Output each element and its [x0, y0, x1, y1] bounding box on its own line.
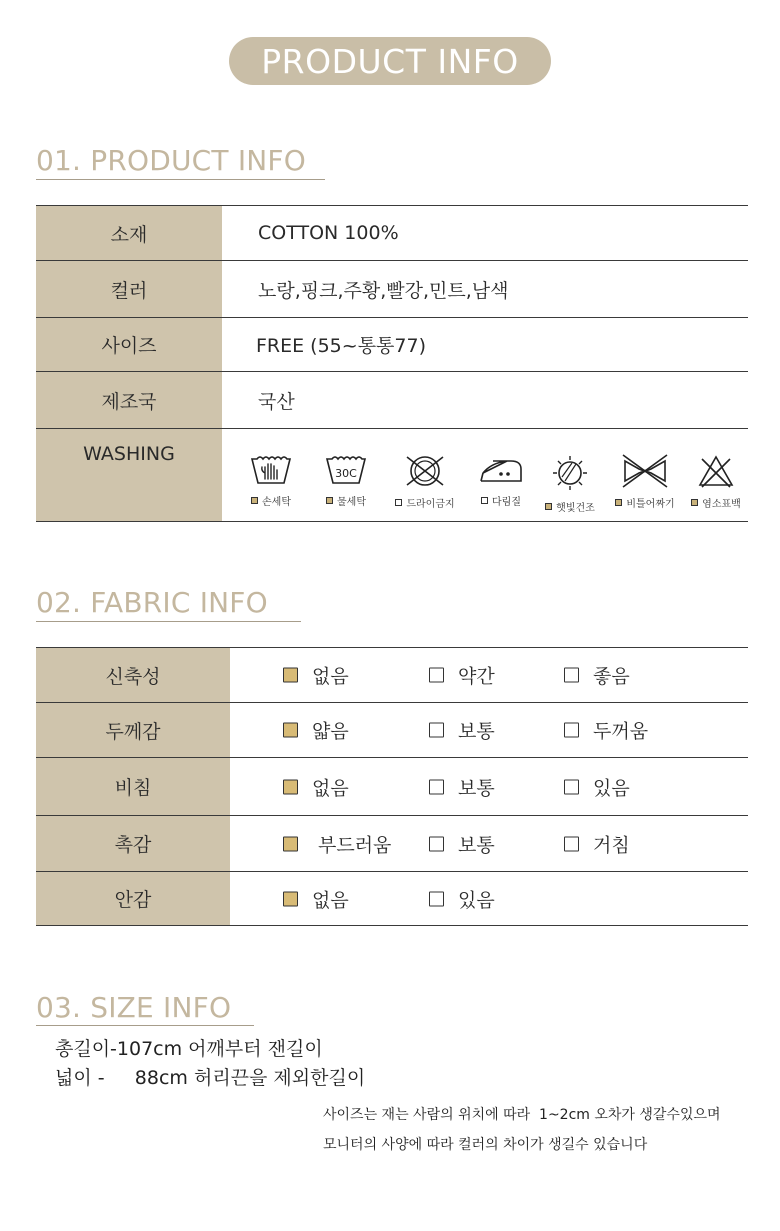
table-row-washing [36, 429, 748, 522]
checkbox-icon [429, 668, 444, 683]
options-cell [230, 703, 748, 758]
wash-item [232, 453, 310, 514]
wash-label: 물세탁 [326, 493, 366, 508]
hand-wash-icon [249, 453, 293, 487]
fabric-info-table [36, 647, 748, 926]
option-checkbox[interactable]: 없음 [283, 773, 349, 800]
row-label: 촉감 [36, 816, 230, 872]
no-dry-clean-icon [403, 453, 447, 489]
product-info-table [36, 205, 748, 522]
row-label: 두께감 [36, 703, 230, 758]
option-checkbox[interactable]: 얇음 [283, 717, 349, 744]
option-checkbox[interactable]: 좋음 [564, 662, 630, 689]
options-cell [230, 816, 748, 872]
options-cell [230, 648, 748, 703]
color-note: 모니터의 사양에 따라 컬러의 차이가 생길수 있습니다 [323, 1137, 648, 1153]
sun-dry-icon [548, 453, 592, 493]
checkbox-icon [283, 723, 298, 738]
wash-item [684, 453, 748, 514]
checkbox-icon [429, 779, 444, 794]
option-checkbox[interactable]: 약간 [429, 662, 495, 689]
table-row [36, 703, 748, 758]
no-wring-icon [619, 453, 671, 489]
option-checkbox[interactable]: 있음 [564, 773, 630, 800]
wash-label: 다림질 [481, 493, 521, 508]
table-row [36, 758, 748, 816]
options-cell [230, 872, 748, 926]
table-row [36, 816, 748, 872]
checkbox-icon [283, 891, 298, 906]
checkbox-icon [429, 723, 444, 738]
options-cell [230, 758, 748, 816]
table-row [36, 372, 748, 429]
checkbox-icon [615, 499, 622, 506]
option-checkbox[interactable]: 두꺼움 [564, 717, 648, 744]
row-label: 비침 [36, 758, 230, 816]
washing-icons-cell [222, 429, 748, 522]
row-label: 사이즈 [36, 318, 222, 372]
checkbox-icon [283, 668, 298, 683]
row-value: 국산 [222, 372, 748, 429]
option-checkbox[interactable]: 있음 [429, 885, 495, 912]
size-note: 사이즈는 재는 사람의 위치에 따라 1~2cm 오차가 생갈수있으며 [323, 1107, 721, 1123]
table-row [36, 318, 748, 372]
section-underline [36, 621, 301, 622]
checkbox-icon [429, 891, 444, 906]
checkbox-icon [564, 836, 579, 851]
option-checkbox[interactable]: 거침 [564, 830, 630, 857]
checkbox-icon [251, 497, 258, 504]
checkbox-icon [564, 723, 579, 738]
table-row [36, 872, 748, 926]
wash-label: 드라이금지 [395, 495, 454, 510]
row-label: 컬러 [36, 261, 222, 318]
row-label: WASHING [36, 429, 222, 522]
fabric-info-section-title: 02. FABRIC INFO [36, 586, 268, 619]
option-checkbox[interactable]: 부드러움 [283, 830, 391, 857]
table-row [36, 261, 748, 318]
row-label: 제조국 [36, 372, 222, 429]
checkbox-icon [395, 499, 402, 506]
row-label: 신축성 [36, 648, 230, 703]
size-length-line: 총길이-107cm 어깨부터 잰길이 [55, 1038, 323, 1060]
option-checkbox[interactable]: 없음 [283, 885, 349, 912]
checkbox-icon [283, 836, 298, 851]
washing-icons [222, 437, 748, 514]
checkbox-icon [564, 779, 579, 794]
wash-item [468, 453, 534, 514]
size-width-line: 넓이 - 88cm 허리끈을 제외한길이 [55, 1067, 366, 1089]
section-underline [36, 1025, 254, 1026]
checkbox-icon [481, 497, 488, 504]
row-label: 소재 [36, 206, 222, 261]
table-row [36, 648, 748, 703]
wash-item [606, 453, 684, 514]
wash-item [310, 453, 382, 514]
option-checkbox[interactable]: 보통 [429, 717, 495, 744]
checkbox-icon [283, 779, 298, 794]
wash-item [382, 453, 468, 514]
page-title-pill: PRODUCT INFO [229, 37, 551, 85]
checkbox-icon [545, 503, 552, 510]
wash-label: 손세탁 [251, 493, 291, 508]
section-underline [36, 179, 325, 180]
wash-item [534, 453, 606, 514]
size-info-section-title: 03. SIZE INFO [36, 991, 232, 1024]
no-bleach-icon [696, 453, 736, 489]
row-label: 안감 [36, 872, 230, 926]
row-value: FREE (55~통통77) [222, 318, 748, 372]
wash-label: 햇빛건조 [545, 499, 595, 514]
wash-label: 염소표백 [691, 495, 741, 510]
table-row [36, 206, 748, 261]
checkbox-icon [326, 497, 333, 504]
row-value: 노랑,핑크,주황,빨강,민트,남색 [222, 261, 748, 318]
iron-icon [477, 453, 525, 487]
checkbox-icon [564, 668, 579, 683]
svg-text:30C: 30C [335, 466, 357, 480]
option-checkbox[interactable]: 보통 [429, 830, 495, 857]
product-info-section-title: 01. PRODUCT INFO [36, 144, 306, 177]
wash-label: 비틀어짜기 [615, 495, 674, 510]
option-checkbox[interactable]: 없음 [283, 662, 349, 689]
checkbox-icon [691, 499, 698, 506]
machine-wash-30c-icon [324, 453, 368, 487]
option-checkbox[interactable]: 보통 [429, 773, 495, 800]
checkbox-icon [429, 836, 444, 851]
row-value: COTTON 100% [222, 206, 748, 261]
